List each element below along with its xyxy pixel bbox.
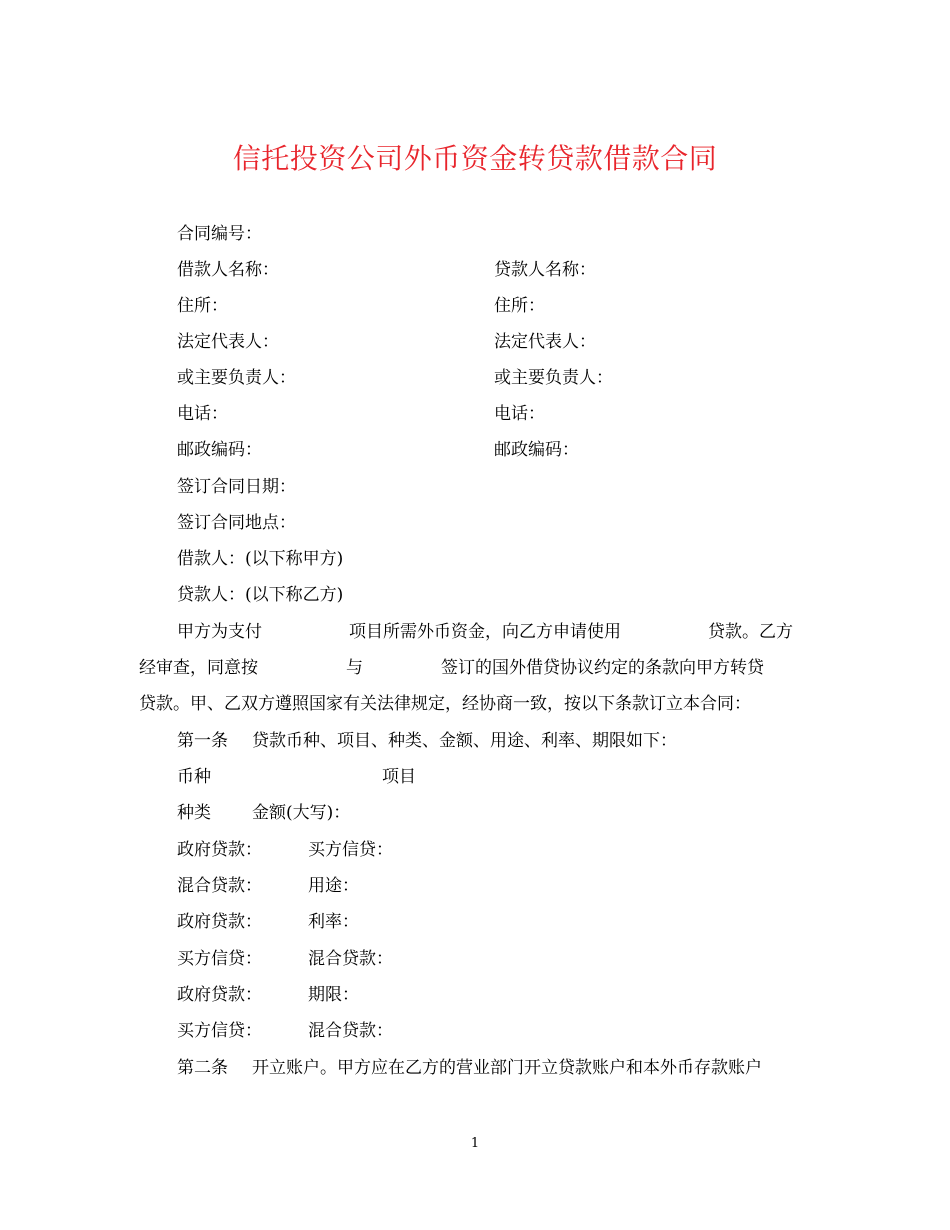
lender-name-label: 贷款人名称： (494, 260, 596, 280)
lender-address-label: 住所： (494, 296, 545, 316)
sign-place-label: 签订合同地点： (177, 513, 296, 533)
terms-row-right: 混合贷款： (308, 949, 393, 969)
lender-phone-label: 电话： (494, 404, 545, 424)
preamble-line1-part3: 贷款。乙方 (708, 622, 793, 642)
borrower-phone-label: 电话： (177, 404, 228, 424)
type-label: 种类 (177, 803, 211, 823)
preamble-line1-part2: 项目所需外币资金，向乙方申请使用 (349, 622, 621, 642)
preamble-line3: 贷款。甲、乙双方遵照国家有关法律规定，经协商一致，按以下条款订立本合同： (139, 694, 751, 714)
preamble-line2-part2: 与 (346, 658, 363, 678)
amount-label: 金额(大写)： (252, 803, 351, 823)
article2-text: 开立账户。甲方应在乙方的营业部门开立贷款账户和本外币存款账户 (252, 1058, 762, 1078)
currency-label: 币种 (177, 767, 211, 787)
party-b-definition: 贷款人：(以下称乙方) (177, 585, 344, 605)
preamble-line1-part1: 甲方为支付 (177, 622, 262, 642)
borrower-postcode-label: 邮政编码： (177, 440, 262, 460)
article2-heading: 第二条 (177, 1058, 228, 1078)
preamble-line2-part3: 签订的国外借贷协议约定的条款向甲方转贷 (441, 658, 764, 678)
terms-row-right: 利率： (308, 912, 359, 932)
terms-row-right: 买方信贷： (308, 840, 393, 860)
page-number: 1 (470, 1136, 480, 1151)
lender-legal-rep-label: 法定代表人： (494, 332, 596, 352)
lender-head-label: 或主要负责人： (494, 368, 613, 388)
article1-heading: 第一条 (177, 731, 228, 751)
borrower-legal-rep-label: 法定代表人： (177, 332, 279, 352)
terms-row-left: 买方信贷： (177, 1021, 262, 1041)
sign-date-label: 签订合同日期： (177, 477, 296, 497)
party-a-definition: 借款人：(以下称甲方) (177, 549, 344, 569)
terms-row-left: 政府贷款： (177, 840, 262, 860)
borrower-head-label: 或主要负责人： (177, 368, 296, 388)
article1-text: 贷款币种、项目、种类、金额、用途、利率、期限如下： (252, 731, 677, 751)
document-title: 信托投资公司外币资金转贷款借款合同 (232, 142, 718, 175)
terms-row-left: 买方信贷： (177, 949, 262, 969)
terms-row-left: 混合贷款： (177, 876, 262, 896)
borrower-name-label: 借款人名称： (177, 260, 279, 280)
lender-postcode-label: 邮政编码： (494, 440, 579, 460)
contract-number-label: 合同编号： (177, 224, 262, 244)
preamble-line2-part1: 经审查，同意按 (139, 658, 258, 678)
project-label: 项目 (382, 767, 416, 787)
terms-row-right: 期限： (308, 985, 359, 1005)
terms-row-right: 混合贷款： (308, 1021, 393, 1041)
terms-row-right: 用途： (308, 876, 359, 896)
borrower-address-label: 住所： (177, 296, 228, 316)
terms-row-left: 政府贷款： (177, 985, 262, 1005)
terms-row-left: 政府贷款： (177, 912, 262, 932)
